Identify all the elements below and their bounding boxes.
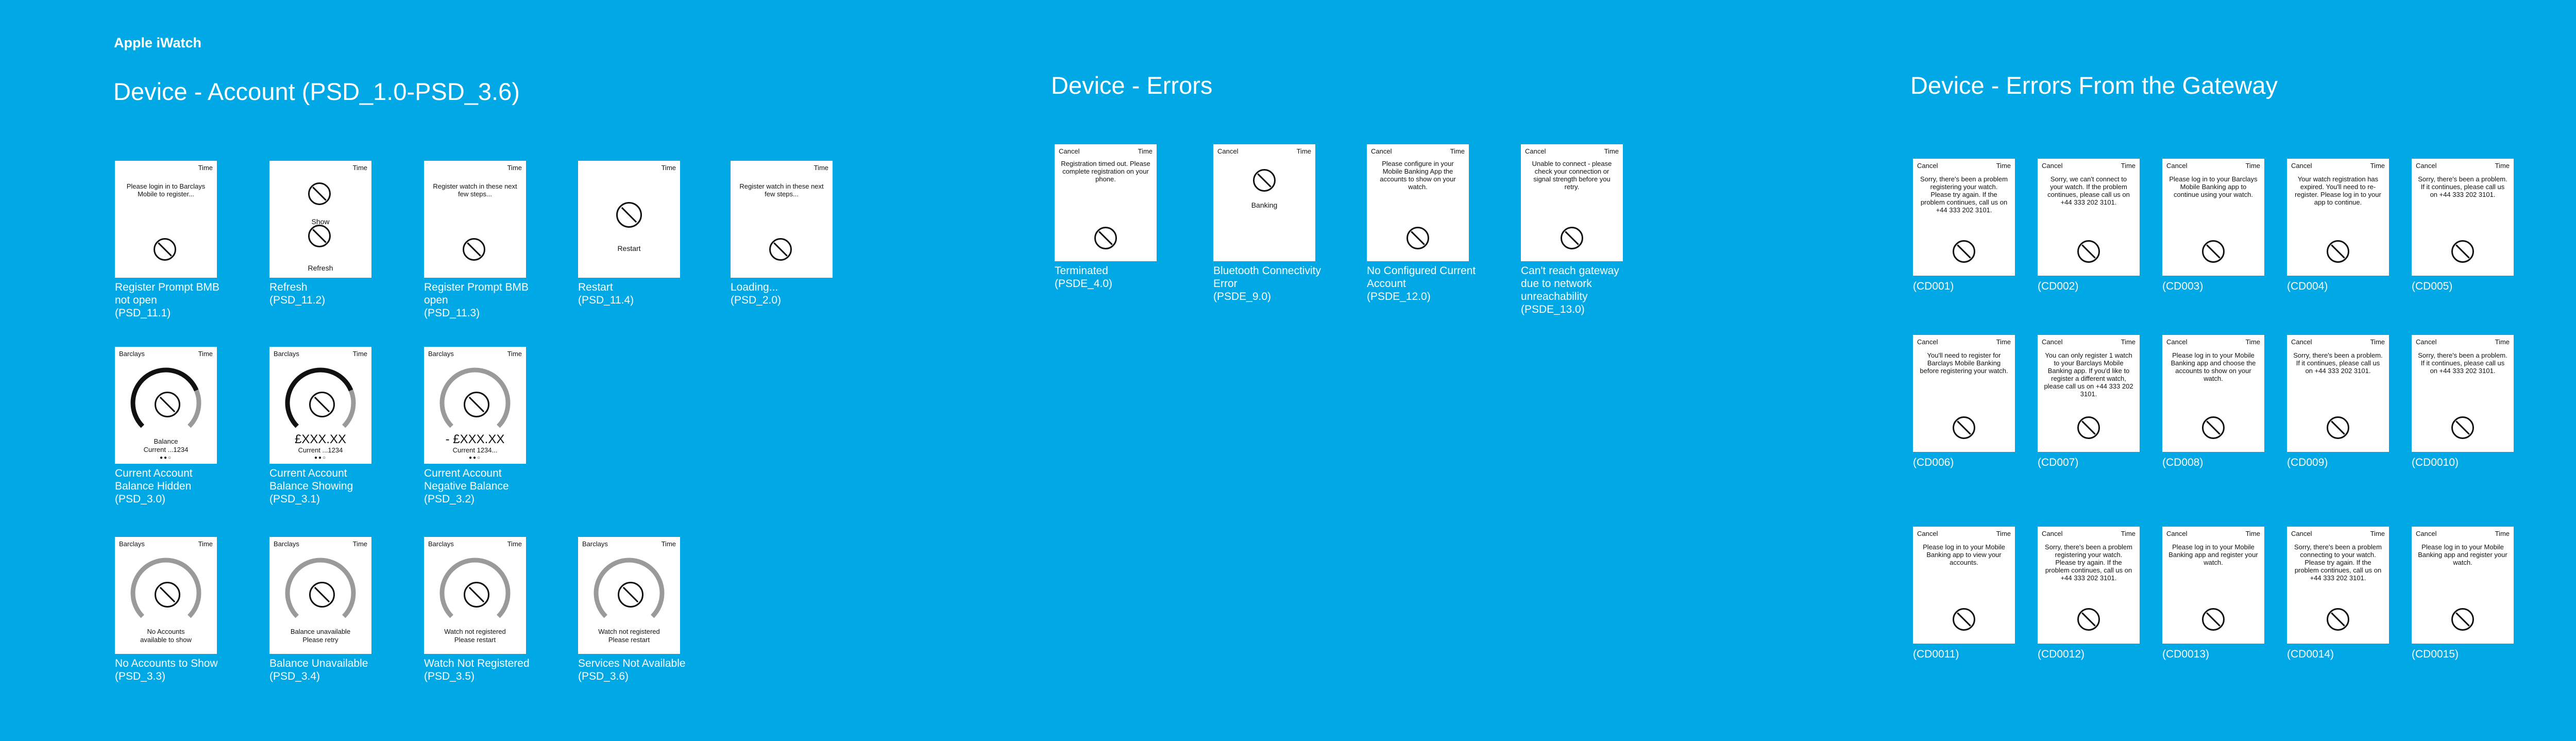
watch-screen (2287, 527, 2389, 644)
screen-message: Sorry, there's been a problem registering your watch. Please try again. If the problem continues, call us on +44 333 202 3101. (1920, 175, 2008, 214)
watch-screen (578, 537, 680, 654)
no-entry-icon (1253, 169, 1276, 192)
no-entry-icon (1953, 240, 1975, 263)
cancel-button[interactable]: Cancel (2416, 162, 2437, 170)
no-entry-icon (154, 238, 176, 261)
time-label: Time (2370, 162, 2385, 170)
no-entry-icon (2327, 240, 2349, 263)
no-entry-icon (2451, 240, 2474, 263)
time-label: Time (814, 164, 828, 172)
cancel-button[interactable]: Cancel (2416, 338, 2437, 346)
caption-code: (PSDE_9.0) (1213, 291, 1272, 302)
watch-screen (1367, 144, 1469, 261)
cancel-button[interactable]: Cancel (1371, 147, 1392, 155)
cancel-button[interactable]: Cancel (1917, 338, 1938, 346)
caption-code: (PSD_3.6) (578, 670, 629, 682)
screen-message: Sorry, there's been a problem. If it continues, please call us on +44 333 202 3101. (2418, 175, 2507, 198)
screen-caption (1521, 264, 1634, 316)
watch-screen (1913, 335, 2015, 452)
watch-screen (2412, 159, 2514, 276)
cancel-button[interactable]: Cancel (2416, 530, 2437, 537)
no-entry-icon (155, 392, 180, 417)
cancel-button[interactable]: Cancel (2042, 338, 2063, 346)
watch-screen (2162, 527, 2264, 644)
cancel-button[interactable]: Cancel (2166, 530, 2188, 537)
screen-message: Sorry, we can't connect to your watch. If the problem continues, please call us on +44 333 202 3101. (2047, 175, 2130, 206)
no-entry-icon (2202, 608, 2225, 631)
caption-code: (CD0011) (1913, 648, 1959, 660)
time-label: Time (507, 540, 522, 548)
no-entry-icon (309, 392, 335, 417)
no-entry-icon (2202, 240, 2225, 263)
screen-message: Sorry, there's been a problem registering your watch. Please try again. If the problem continues, call us on +44 333 202 3101. (2045, 543, 2132, 582)
caption-title: Register Prompt BMB not open (115, 281, 220, 306)
cancel-button[interactable]: Cancel (1217, 147, 1239, 155)
caption-code: (PSDE_4.0) (1055, 278, 1113, 290)
caption-title: No Accounts to Show (115, 658, 218, 669)
screen-message: Please login in to Barclays Mobile to register... (126, 182, 206, 198)
no-entry-icon (464, 392, 489, 417)
caption-title: Balance Unavailable (269, 658, 368, 669)
caption-code: (CD006) (1913, 457, 1954, 468)
ring-line-2: Please retry (302, 636, 338, 644)
watch-screen (115, 161, 217, 278)
caption-title: Terminated (1055, 265, 1108, 277)
watch-screen (115, 347, 217, 464)
caption-code: (CD009) (2287, 457, 2328, 468)
caption-code: (PSD_3.1) (269, 493, 320, 505)
time-label: Time (2121, 530, 2136, 537)
ring-line-2: Current ...1234 (143, 446, 189, 453)
screen-message: Please log in to your Mobile Banking app to view your accounts. (1923, 543, 2005, 566)
cancel-button[interactable]: Cancel (2166, 162, 2188, 170)
caption-code: (CD003) (2162, 280, 2204, 292)
watch-screen (2162, 159, 2264, 276)
balance-amount: - £XXX.XX (445, 432, 505, 446)
no-entry-icon (2202, 416, 2225, 439)
no-entry-icon (155, 582, 180, 608)
caption-code: (CD0015) (2412, 648, 2459, 660)
screen-caption (269, 467, 383, 506)
time-label: Time (1996, 530, 2011, 537)
time-label: Time (2121, 338, 2136, 346)
screen-message: Please log in to your Mobile Banking app and register your watch. (2418, 543, 2507, 566)
cancel-button[interactable]: Cancel (2291, 530, 2312, 537)
no-entry-icon (308, 225, 331, 247)
watch-screen (2162, 335, 2264, 452)
watch-screen (424, 161, 526, 278)
screen-caption (269, 281, 383, 307)
brand-label: Barclays (428, 540, 454, 548)
caption-code: (PSD_3.4) (269, 670, 320, 682)
time-label: Time (2495, 530, 2510, 537)
screen-message: You can only register 1 watch to your Barclays Mobile Banking app. If you'd like to register a different watch, please call us on +44 333 202 3101. (2044, 351, 2133, 398)
ring-line-1: Balance unavailable (290, 628, 351, 635)
caption-code: (PSDE_12.0) (1367, 291, 1431, 302)
balance-amount: £XXX.XX (294, 432, 347, 446)
cancel-button[interactable]: Cancel (1917, 530, 1938, 537)
caption-title: Can't reach gateway due to network unreachability (1521, 265, 1619, 302)
caption-code: (CD0012) (2038, 648, 2085, 660)
no-entry-icon (2451, 416, 2474, 439)
brand-label: Barclays (428, 350, 454, 358)
no-entry-icon (2327, 416, 2349, 439)
screen-caption (1367, 264, 1480, 303)
screen-caption (115, 657, 228, 683)
screen-caption (115, 467, 228, 506)
caption-code: (CD001) (1913, 280, 1954, 292)
page-dots: ●●○ (314, 455, 327, 461)
ring-line-1: Watch not registered (598, 628, 660, 635)
account-name: Current ...1234 (298, 446, 343, 454)
cancel-button[interactable]: Cancel (2042, 162, 2063, 170)
time-label: Time (2121, 162, 2136, 170)
cancel-button[interactable]: Cancel (1525, 147, 1546, 155)
no-entry-icon (308, 182, 331, 205)
caption-code: (CD005) (2412, 280, 2453, 292)
page-dots: ●●○ (159, 455, 173, 461)
caption-code: (CD0013) (2162, 648, 2210, 660)
caption-title: Current Account Balance Hidden (115, 467, 193, 492)
no-entry-icon (2451, 608, 2474, 631)
no-entry-icon (464, 582, 489, 608)
time-label: Time (2245, 162, 2260, 170)
caption-code: (CD0014) (2287, 648, 2334, 660)
restart-label[interactable]: Restart (617, 244, 641, 252)
caption-code: (PSD_11.3) (424, 307, 480, 319)
ring-line-1: Watch not registered (444, 628, 506, 635)
caption-title: Refresh (269, 281, 308, 293)
time-label: Time (352, 540, 367, 548)
screen-message: Register watch in these next few steps... (739, 182, 824, 198)
caption-title: Current Account Negative Balance (424, 467, 509, 492)
watch-screen (269, 347, 371, 464)
caption-code: (PSDE_13.0) (1521, 304, 1585, 315)
caption-title: Watch Not Registered (424, 658, 530, 669)
watch-screen (731, 161, 833, 278)
time-label: Time (2495, 162, 2510, 170)
section-title-account: Device - Account (PSD_1.0-PSD_3.6) (113, 78, 520, 105)
refresh-label[interactable]: Refresh (308, 264, 333, 272)
caption-title: Bluetooth Connectivity Error (1213, 265, 1321, 290)
time-label: Time (1996, 338, 2011, 346)
cancel-button[interactable]: Cancel (2291, 338, 2312, 346)
time-label: Time (1138, 147, 1153, 155)
no-entry-icon (616, 202, 642, 228)
caption-code: (CD004) (2287, 280, 2328, 292)
caption-code: (PSD_3.0) (115, 493, 166, 505)
screen-message: Unable to connect - please check your connection or signal strength before you retry. (1532, 160, 1612, 191)
caption-code: (CD0010) (2412, 457, 2459, 468)
caption-title: No Configured Current Account (1367, 265, 1476, 290)
time-label: Time (507, 164, 522, 172)
caption-code: (CD007) (2038, 457, 2079, 468)
screen-message: Registration timed out. Please complete registration on your phone. (1061, 160, 1150, 183)
screen-caption (578, 657, 691, 683)
caption-code: (PSD_11.1) (115, 307, 171, 319)
caption-code: (PSD_3.5) (424, 670, 475, 682)
no-entry-icon (618, 582, 643, 608)
screen-message: Please log in to your Barclays Mobile Banking app to continue using your watch. (2169, 175, 2258, 198)
time-label: Time (661, 164, 676, 172)
watch-screen (2038, 335, 2140, 452)
caption-code: (PSD_11.2) (269, 294, 326, 306)
screen-message: Please log in to your Mobile Banking app and register your watch. (2168, 543, 2258, 566)
caption-code: (CD002) (2038, 280, 2079, 292)
time-label: Time (1604, 147, 1619, 155)
time-label: Time (2495, 338, 2510, 346)
watch-screen (1055, 144, 1157, 261)
no-entry-icon (1094, 227, 1117, 249)
watch-screen (2038, 159, 2140, 276)
no-entry-icon (2327, 608, 2349, 631)
watch-screen (2287, 335, 2389, 452)
cancel-button[interactable]: Cancel (2291, 162, 2312, 170)
watch-screen (115, 537, 217, 654)
time-label: Time (352, 164, 367, 172)
time-label: Time (2370, 530, 2385, 537)
watch-screen (2412, 335, 2514, 452)
screen-caption (1055, 264, 1168, 290)
time-label: Time (198, 164, 213, 172)
ring-line-1: Balance (154, 437, 178, 445)
watch-screen (1913, 159, 2015, 276)
time-label: Time (507, 350, 522, 358)
page-dots: ●●○ (468, 455, 482, 461)
caption-code: (PSD_11.4) (578, 294, 634, 306)
screen-caption (578, 281, 691, 307)
watch-screen (578, 161, 680, 278)
screen-caption (424, 281, 537, 319)
screen-caption (115, 281, 228, 319)
time-label: Time (1296, 147, 1311, 155)
screen-message: Sorry, there's been a problem. If it continues, please call us on +44 333 202 3101. (2293, 351, 2383, 375)
screen-caption (269, 657, 383, 683)
watch-screen (269, 537, 371, 654)
watch-screen (424, 537, 526, 654)
no-entry-icon (2077, 416, 2100, 439)
caption-title: Restart (578, 281, 613, 293)
caption-code: (PSD_2.0) (731, 294, 782, 306)
caption-title: Services Not Available (578, 658, 686, 669)
watch-screen (1521, 144, 1623, 261)
app-title: Apple iWatch (114, 35, 202, 50)
time-label: Time (661, 540, 676, 548)
screen-message: You'll need to register for Barclays Mobile Banking before registering your watch. (1920, 351, 2008, 375)
caption-title: Register Prompt BMB open (424, 281, 529, 306)
watch-screen (1913, 527, 2015, 644)
time-label: Time (2245, 530, 2260, 537)
cancel-button[interactable]: Cancel (2042, 530, 2063, 537)
time-label: Time (2370, 338, 2385, 346)
screen-caption (424, 467, 537, 506)
ring-line-2: available to show (140, 636, 192, 644)
time-label: Time (198, 540, 213, 548)
time-label: Time (2245, 338, 2260, 346)
screen-caption (731, 281, 844, 307)
time-label: Time (1996, 162, 2011, 170)
brand-label: Barclays (119, 540, 145, 548)
cancel-button[interactable]: Cancel (2166, 338, 2188, 346)
no-entry-icon (1953, 416, 1975, 439)
show-label: Show (311, 217, 330, 226)
account-name: Current 1234... (452, 446, 498, 454)
no-entry-icon (1953, 608, 1975, 631)
screen-message: Sorry, there's been a problem. If it continues, please call us on +44 333 202 3101. (2418, 351, 2507, 375)
caption-title: Loading... (731, 281, 778, 293)
screen-message: Please configure in your Mobile Banking App the accounts to show on your watch. (1380, 160, 1456, 191)
brand-label: Barclays (274, 350, 299, 358)
screen-message: Register watch in these next few steps... (433, 182, 517, 198)
ring-line-2: Please restart (608, 636, 650, 644)
screen-message: Banking (1251, 201, 1278, 209)
watch-screen (1213, 144, 1315, 261)
caption-code: (PSD_3.2) (424, 493, 475, 505)
no-entry-icon (769, 238, 792, 261)
screen-message: Please log in to your Mobile Banking app and choose the accounts to show on your watch. (2171, 351, 2256, 382)
no-entry-icon (1406, 227, 1429, 249)
ring-line-2: Please restart (454, 636, 496, 644)
screen-message: Your watch registration has expired. You'll need to re-register. Please log in to your app to continue. (2295, 175, 2381, 206)
time-label: Time (198, 350, 213, 358)
caption-code: (PSD_3.3) (115, 670, 166, 682)
watch-screen (2412, 527, 2514, 644)
watch-screen (269, 161, 371, 278)
watch-screen (424, 347, 526, 464)
cancel-button[interactable]: Cancel (1917, 162, 1938, 170)
no-entry-icon (2077, 240, 2100, 263)
no-entry-icon (1561, 227, 1583, 249)
no-entry-icon (2077, 608, 2100, 631)
no-entry-icon (309, 582, 335, 608)
watch-screen (2038, 527, 2140, 644)
caption-title: Current Account Balance Showing (269, 467, 353, 492)
section-title-errors: Device - Errors (1051, 72, 1213, 99)
screen-message: Sorry, there's been a problem connecting to your watch. Please try again. If the problem continues, call us on +44 333 202 3101. (2294, 543, 2382, 582)
screen-caption (1213, 264, 1327, 303)
ring-line-1: No Accounts (147, 628, 185, 635)
no-entry-icon (463, 238, 485, 261)
brand-label: Barclays (582, 540, 608, 548)
time-label: Time (352, 350, 367, 358)
screen-caption (424, 657, 537, 683)
caption-code: (CD008) (2162, 457, 2204, 468)
watch-screen (2287, 159, 2389, 276)
brand-label: Barclays (119, 350, 145, 358)
cancel-button[interactable]: Cancel (1059, 147, 1080, 155)
brand-label: Barclays (274, 540, 299, 548)
time-label: Time (1450, 147, 1465, 155)
section-title-gateway: Device - Errors From the Gateway (1910, 72, 2278, 99)
